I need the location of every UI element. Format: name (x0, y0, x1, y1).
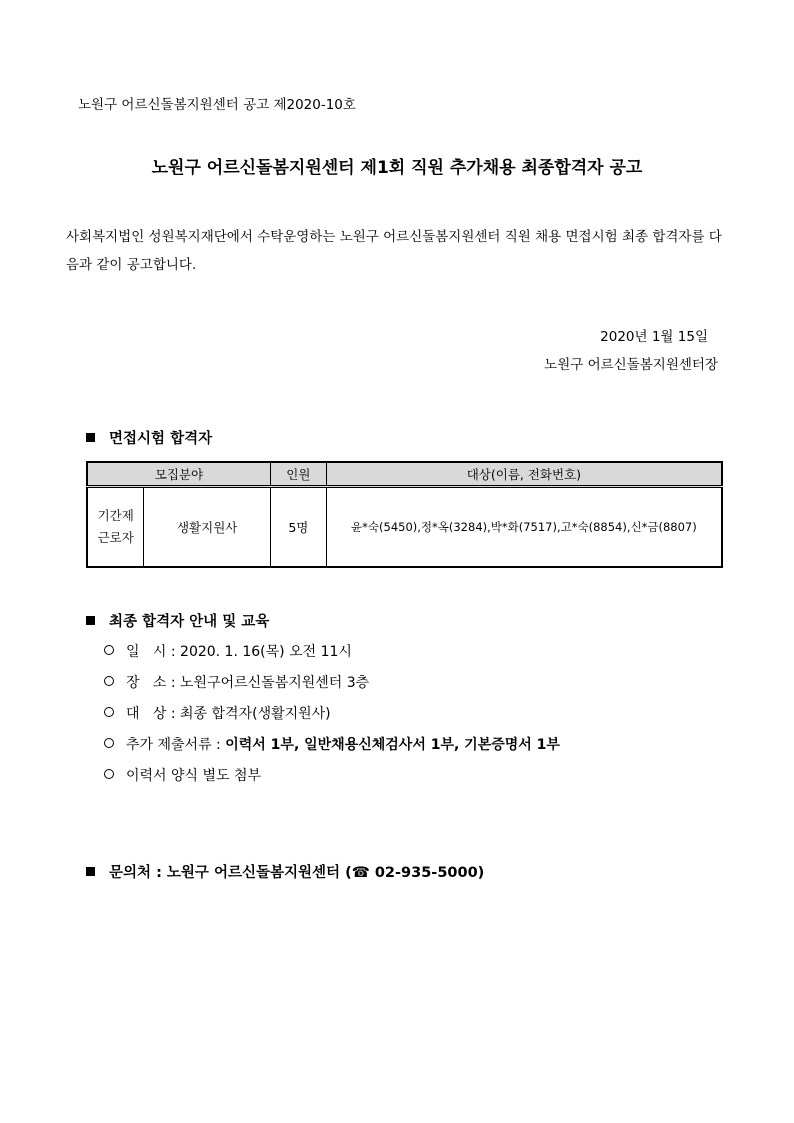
circle-bullet-icon (104, 769, 114, 779)
header-targets: 대상(이름, 전화번호) (326, 462, 722, 487)
square-bullet-icon (86, 616, 95, 625)
header-field: 모집분야 (87, 462, 270, 487)
table-row (87, 487, 722, 568)
cell-category: 기간제 근로자 (87, 487, 144, 568)
result-table (86, 461, 723, 568)
issuer: 노원구 어르신돌봄지원센터장 (544, 357, 718, 373)
section-interview-heading (86, 427, 212, 448)
section-interview-title: 면접시험 합격자 (109, 431, 213, 447)
cell-field: 생활지원사 (144, 487, 271, 568)
list-item: 추가 제출서류 : 이력서 1부, 일반채용신체검사서 1부, 기본증명서 1부 (104, 734, 560, 765)
square-bullet-icon (86, 433, 95, 442)
notice-number: 노원구 어르신돌봄지원센터 공고 제2020-10호 (78, 97, 356, 113)
cell-count: 5명 (270, 487, 326, 568)
notice-date: 2020년 1월 15일 (600, 329, 708, 345)
square-bullet-icon (86, 867, 95, 876)
cell-targets: 윤*숙(5450),정*옥(3284),박*화(7517),고*숙(8854),신*금(8807) (326, 487, 722, 568)
header-count: 인원 (270, 462, 326, 487)
intro-paragraph: 사회복지법인 성원복지재단에서 수탁운영하는 노원구 어르신돌봄지원센터 직원 채용 면접시험 최종 합격자를 다음과 같이 공고합니다. (66, 229, 722, 273)
circle-bullet-icon (104, 645, 114, 655)
circle-bullet-icon (104, 707, 114, 717)
phone-icon: ☎ (351, 865, 370, 881)
contact-phone: 02-935-5000) (369, 865, 485, 881)
table-header-row (87, 462, 722, 487)
section-guide-heading (86, 610, 269, 631)
list-item: 이력서 양식 별도 첨부 (104, 765, 560, 796)
list-item: 장 소 : 노원구어르신돌봄지원센터 3층 (104, 672, 560, 703)
section-guide-title: 최종 합격자 안내 및 교육 (109, 614, 270, 630)
circle-bullet-icon (104, 738, 114, 748)
contact-info: 문의처 : 노원구 어르신돌봄지원센터 (☎ 02-935-5000) (86, 861, 484, 882)
list-item: 일 시 : 2020. 1. 16(목) 오전 11시 (104, 641, 560, 672)
circle-bullet-icon (104, 676, 114, 686)
guide-list (104, 641, 560, 796)
list-item: 대 상 : 최종 합격자(생활지원사) (104, 703, 560, 734)
page-title: 노원구 어르신돌봄지원센터 제1회 직원 추가채용 최종합격자 공고 (151, 158, 643, 178)
